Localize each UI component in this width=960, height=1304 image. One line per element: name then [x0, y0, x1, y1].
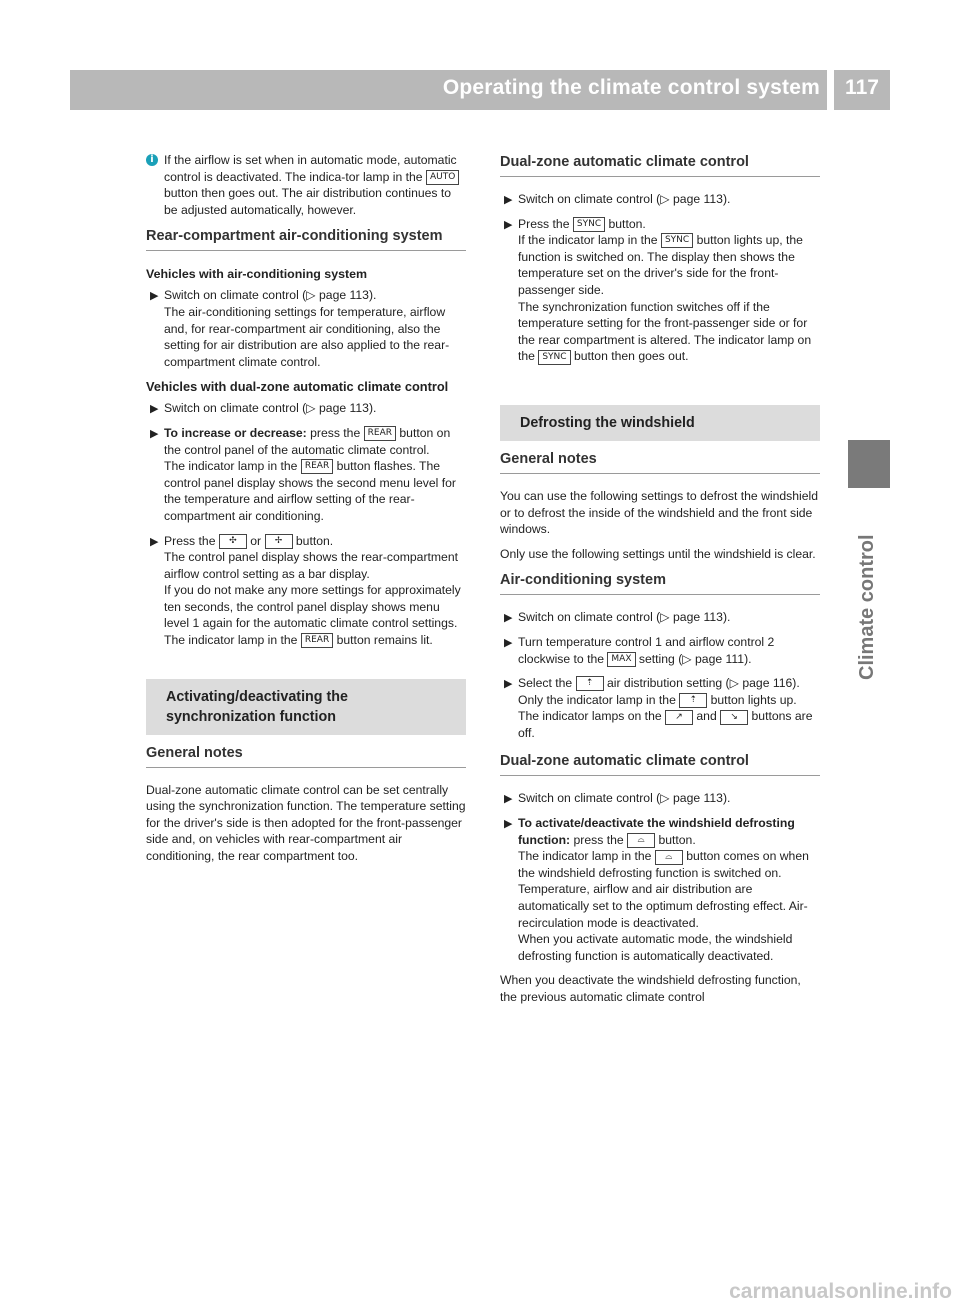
max-setting-symbol: MAX	[607, 652, 635, 667]
sync-paragraph: Dual-zone automatic climate control can be set centrally using the synchronization function. The temperature setting for the driver's side is then adopted for the front-passenger side and, on vehicles with rear-compartment air conditioning, the rear compartment too.	[146, 782, 466, 864]
general-notes-heading: General notes	[500, 449, 820, 474]
right-column	[500, 152, 820, 1014]
vehicles-ac-subheading: Vehicles with air-conditioning system	[146, 267, 368, 282]
sync-button-symbol: SYNC	[661, 233, 693, 248]
sync-button-symbol: SYNC	[538, 350, 570, 365]
step-arrow-icon: ▶	[504, 793, 513, 806]
step-item: ▶ To increase or decrease: press the REAR button on the control panel of the automatic climate control. The indicator lamp in the REAR button flashes. The control panel display shows the second menu level for the temperature and airflow setting of the rear-compartment air conditioning.	[150, 425, 456, 523]
closing-paragraph: When you deactivate the windshield defrosting function, the previous automatic climate control	[500, 973, 801, 1004]
step-item: ▶ To activate/deactivate the windshield defrosting function: press the ⌓ button. The indicator lamp in the ⌓ button comes on when the windshield defrosting function is switched on. Temperature, airflow and air distribution are automatically set to the optimum defrosting effect. Air-recirculation mode is deactivated. When you activate automatic mode, the windshield defrosting function is automatically deactivated.	[504, 816, 809, 963]
sync-button-symbol: SYNC	[573, 217, 605, 232]
auto-button-symbol: AUTO	[426, 170, 459, 185]
dual-zone-defrost-heading: Dual-zone automatic climate control	[500, 751, 820, 776]
fan-up-icon: ✣	[219, 534, 247, 549]
defrost-section-band: Defrosting the windshield	[500, 405, 820, 441]
step-item: ▶ Press the SYNC button. If the indicator lamp in the SYNC button lights up, the function is switched on. The display then shows the temperature set on the driver's side for the front-passenger side. The synchronization function switches off if the temperature setting for the front-passenger side or for the rear compartment is altered. The indicator lamp on the SYNC button then goes out.	[504, 216, 812, 364]
windshield-defrost-icon: ⌓	[655, 850, 683, 865]
callout-number: 2	[767, 634, 775, 649]
step-arrow-icon: ▶	[504, 218, 513, 231]
step-item: ▶ Switch on climate control (▷ page 113).	[146, 400, 466, 417]
dual-zone-heading: Dual-zone automatic climate control	[500, 152, 820, 177]
page-number: 117	[845, 76, 879, 99]
step-item: ▶ Turn temperature control 1 and airflow control 2 clockwise to the MAX setting (▷ page 111).	[504, 634, 775, 666]
info-icon: i	[146, 154, 158, 166]
step-arrow-icon: ▶	[150, 290, 159, 303]
ac-system-heading: Air-conditioning system	[500, 570, 820, 595]
side-tab-marker	[848, 440, 890, 488]
left-column	[146, 152, 466, 873]
step-arrow-icon: ▶	[504, 636, 513, 649]
step-arrow-icon: ▶	[150, 403, 159, 416]
page-ref-icon: ▷	[660, 192, 674, 206]
step-item: ▶ Switch on climate control (▷ page 113).	[500, 191, 820, 208]
rear-button-symbol: REAR	[301, 459, 333, 474]
page-ref-icon: ▷	[306, 288, 320, 303]
page-ref-icon: ▷	[682, 651, 696, 666]
rear-ac-heading: Rear-compartment air-conditioning system	[146, 226, 466, 251]
fan-down-icon: ✢	[265, 534, 293, 549]
step-arrow-icon: ▶	[504, 678, 513, 691]
step-arrow-icon: ▶	[150, 535, 159, 548]
step-item: ▶ Switch on climate control (▷ page 113).	[500, 609, 820, 626]
footer-watermark: carmanualsonline.info	[729, 1280, 952, 1303]
page-ref-icon: ▷	[660, 791, 674, 806]
step-item: ▶ Switch on climate control (▷ page 113). The air-conditioning settings for temperature, airflow and, for rear-compartment air conditioning, also the setting for air distribution are also applied to the rear-compartment climate control.	[150, 288, 450, 369]
info-note: i If the airflow is set when in automatic mode, automatic control is deactivated. The indica-tor lamp in the AUTO button then goes out. The air distribution continues to be adjusted automatically, however.	[146, 152, 466, 218]
notes-paragraph: You can use the following settings to defrost the windshield or to defrost the inside of the windshield and the front side windows.	[500, 488, 818, 537]
step-arrow-icon: ▶	[504, 612, 513, 625]
notes-paragraph: Only use the following settings until the windshield is clear.	[500, 546, 816, 561]
page-ref-icon: ▷	[729, 676, 743, 691]
callout-number: 1	[655, 634, 662, 649]
defrost-air-distribution-icon: ⇡	[576, 676, 604, 691]
page-ref-icon: ▷	[306, 401, 320, 416]
rear-button-symbol: REAR	[301, 633, 333, 648]
windshield-defrost-icon: ⌓	[627, 833, 655, 848]
step-item: ▶ Select the ⇡ air distribution setting (▷ page 116). Only the indicator lamp in the ⇡ button lights up. The indicator lamps on the ↗ and ↘ buttons are off.	[504, 676, 813, 740]
air-up-icon: ↗	[665, 710, 693, 725]
step-arrow-icon: ▶	[504, 818, 513, 831]
rear-button-symbol: REAR	[364, 426, 396, 441]
page-header	[0, 60, 960, 116]
step-item: ▶ Switch on climate control (▷ page 113).	[500, 790, 820, 807]
defrost-air-distribution-icon: ⇡	[679, 693, 707, 708]
sync-section-band: Activating/deactivating the synchronization function	[146, 679, 466, 735]
step-arrow-icon: ▶	[504, 194, 513, 206]
step-item: ▶ Press the ✣ or ✢ button. The control panel display shows the rear-compartment airflow control setting as a bar display. If you do not make any more settings for approximately ten seconds, the control panel display shows menu level 1 again for the automatic climate control settings. The indicator lamp in the REAR button remains lit.	[150, 533, 461, 648]
step-arrow-icon: ▶	[150, 427, 159, 440]
vehicles-dual-subheading: Vehicles with dual-zone automatic climate control	[146, 379, 449, 395]
general-notes-heading: General notes	[146, 743, 466, 768]
page-title: Operating the climate control system	[442, 76, 820, 99]
page-ref-icon: ▷	[660, 610, 674, 625]
air-down-icon: ↘	[720, 710, 748, 725]
